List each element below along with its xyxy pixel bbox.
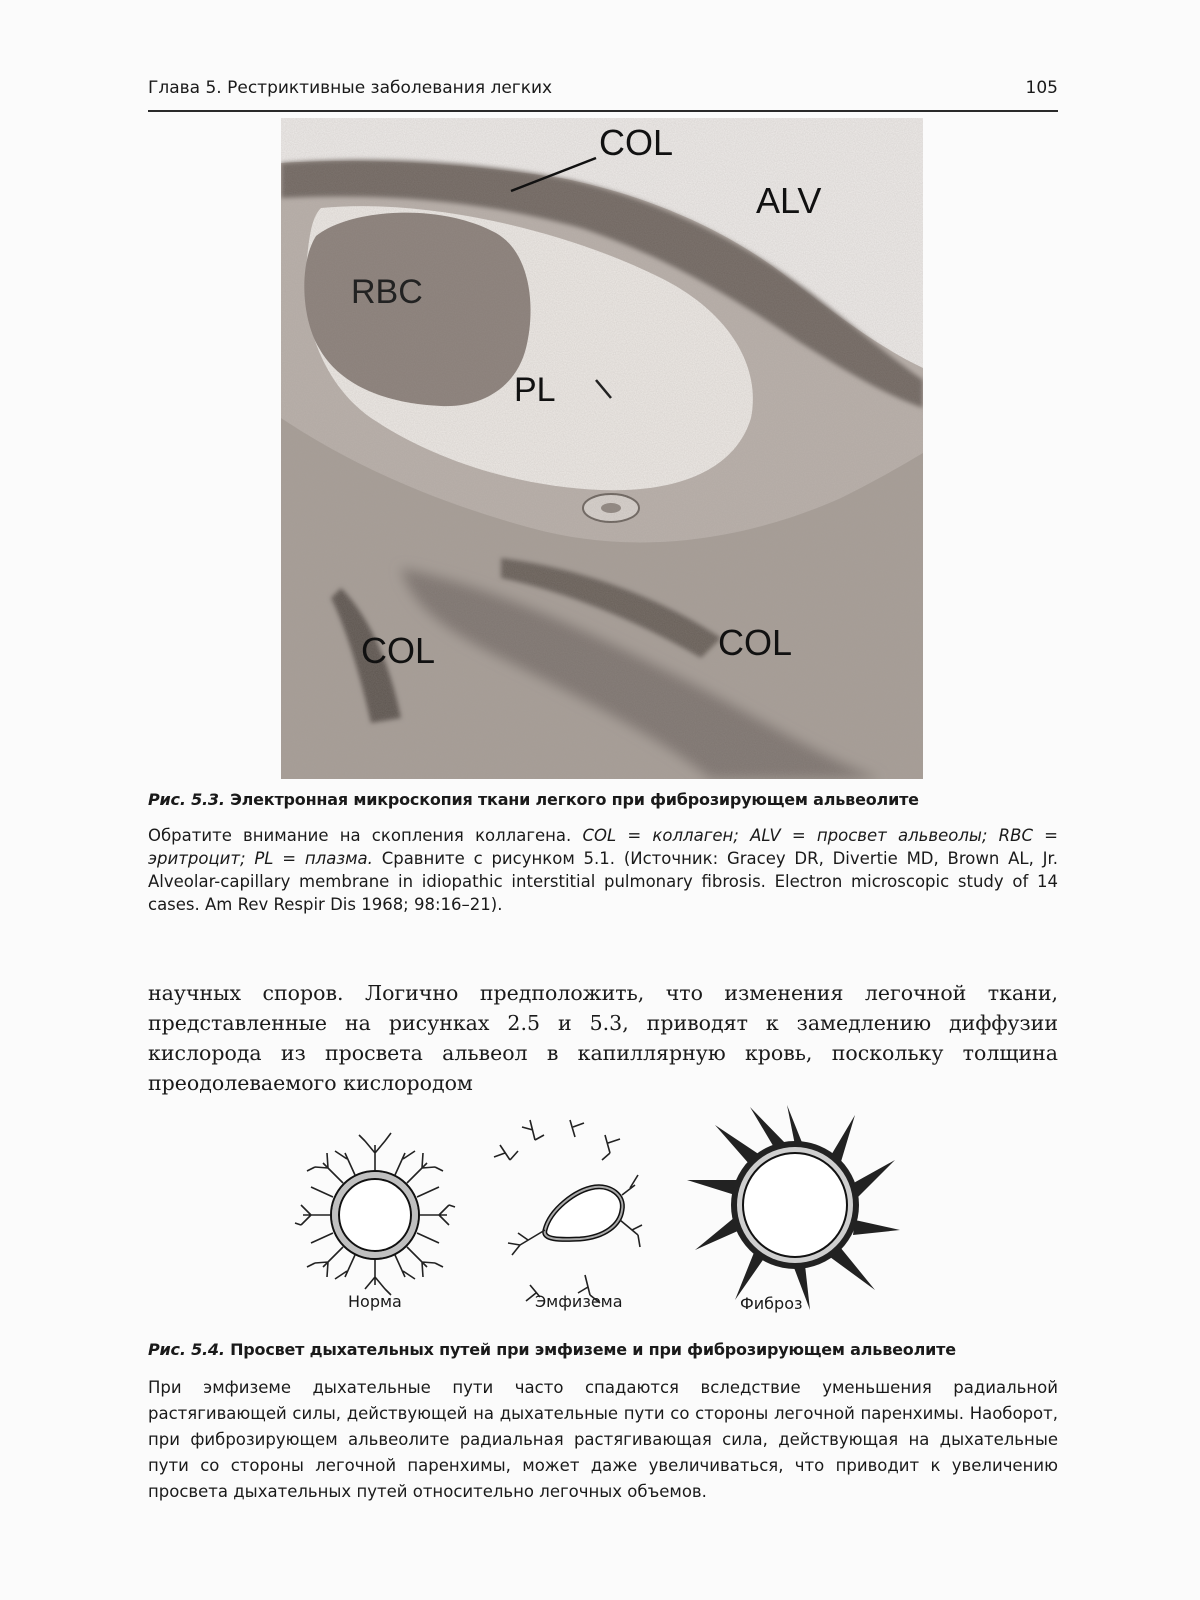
label-col-top: COL <box>599 122 674 163</box>
figure-5-4-caption-text: При эмфиземе дыхательные пути часто спадаются вследствие уменьшения радиальной растягивающей силы, действующей на дыхательные пути со стороны легочной паренхимы. Наоборот, при фиброзирующем альвеолите радиальная растягивающая сила, действующая на дыхательные пути со стороны легочной паренхимы, может даже увеличиваться, что приводит к увеличению просвета дыхательных путей относительно легочных объемов. <box>148 1378 1058 1501</box>
figure-5-3-title: Электронная микроскопия ткани легкого при фиброзирующем альвеолите <box>230 790 919 809</box>
fibrosis-airway <box>687 1105 900 1310</box>
figure-5-4-caption-title <box>148 1340 1058 1359</box>
label-rbc: RBC <box>351 273 423 311</box>
running-header <box>148 74 1058 112</box>
label-col-left: COL <box>361 630 436 671</box>
label-pl: PL <box>514 371 556 409</box>
electron-micrograph <box>281 118 923 779</box>
caption-abbreviations: COL = коллаген; ALV = просвет альвеолы; RBC = эритроцит; PL = плазма. <box>148 826 1058 868</box>
figure-5-4-number: Рис. 5.4. <box>148 1340 225 1359</box>
figure-5-3-number: Рис. 5.3. <box>148 790 225 809</box>
chapter-title: Глава 5. Рестриктивные заболевания легких <box>148 78 553 98</box>
emphysema-airway <box>494 1120 642 1303</box>
label-emphysema: Эмфизема <box>535 1292 623 1311</box>
figure-5-4-title: Просвет дыхательных путей при эмфиземе и при фиброзирующем альвеолите <box>230 1340 956 1359</box>
figure-5-3-caption-title <box>148 790 1058 809</box>
label-col-right: COL <box>718 622 793 663</box>
label-normal: Норма <box>348 1292 402 1311</box>
page-number: 105 <box>1025 78 1058 98</box>
main-paragraph: научных споров. Логично предположить, что изменения легочной ткани, представленные на рисунках 2.5 и 5.3, приводят к замедлению диффузии кислорода из просвета альвеол в капиллярную кровь, поскольку толщина преодолеваемого кислородом <box>148 981 1058 1095</box>
figure-5-3-caption-text <box>148 824 1058 916</box>
caption-note: Обратите внимание на скопления коллагена. <box>148 826 572 845</box>
label-alv: ALV <box>756 180 822 221</box>
normal-airway <box>295 1133 455 1295</box>
label-fibrosis: Фиброз <box>740 1294 803 1313</box>
caption-source: Сравните с рисунком 5.1. (Источник: Gracey DR, Divertie MD, Brown AL, Jr. Alveolar-capillary membrane in idiopathic interstitial pulmonary fibrosis. Electron microscopic study of 14 cases. Am Rev Respir Dis 1968; 98:16–21). <box>148 849 1059 914</box>
